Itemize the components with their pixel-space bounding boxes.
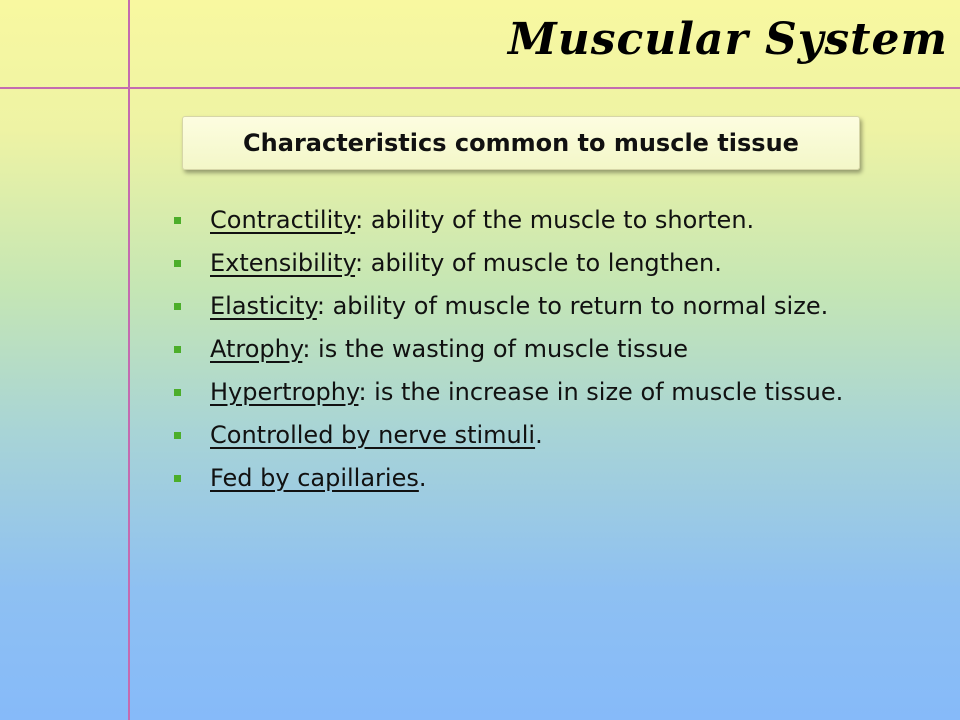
- bullet-text: : ability of muscle to return to normal size.: [316, 292, 829, 320]
- slide-subtitle: Characteristics common to muscle tissue: [243, 129, 799, 157]
- bullet-text: : ability of muscle to lengthen.: [355, 249, 722, 277]
- bullet-text: : is the increase in size of muscle tissue.: [358, 378, 844, 406]
- bullet-marker-icon: [174, 389, 181, 396]
- bullet-marker-icon: [174, 432, 181, 439]
- bullet-term: Extensibility: [210, 249, 356, 277]
- slide-title: Muscular System: [508, 14, 948, 65]
- bullet-marker-icon: [174, 303, 181, 310]
- list-item: [168, 290, 898, 323]
- bullet-marker-icon: [174, 217, 181, 224]
- bullet-marker-icon: [174, 260, 181, 267]
- bullet-list: [168, 204, 898, 505]
- bullet-term: Contractility: [210, 206, 356, 234]
- list-item: [168, 333, 898, 366]
- bullet-term: Fed by capillaries: [210, 464, 419, 492]
- vertical-guide-line: [128, 0, 130, 720]
- list-item: [168, 376, 898, 409]
- bullet-text: : ability of the muscle to shorten.: [355, 206, 755, 234]
- horizontal-guide-line: [0, 87, 960, 89]
- bullet-term: Controlled by nerve stimuli: [210, 421, 536, 449]
- list-item: [168, 247, 898, 280]
- bullet-term: Elasticity: [210, 292, 317, 320]
- bullet-marker-icon: [174, 346, 181, 353]
- bullet-term: Atrophy: [210, 335, 303, 363]
- bullet-text: : is the wasting of muscle tissue: [302, 335, 689, 363]
- bullet-text: .: [418, 464, 427, 492]
- list-item: [168, 419, 898, 452]
- bullet-term: Hypertrophy: [210, 378, 359, 406]
- list-item: [168, 462, 898, 495]
- list-item: [168, 204, 898, 237]
- bullet-text: .: [535, 421, 543, 449]
- subtitle-box: [182, 116, 860, 170]
- bullet-marker-icon: [174, 475, 181, 482]
